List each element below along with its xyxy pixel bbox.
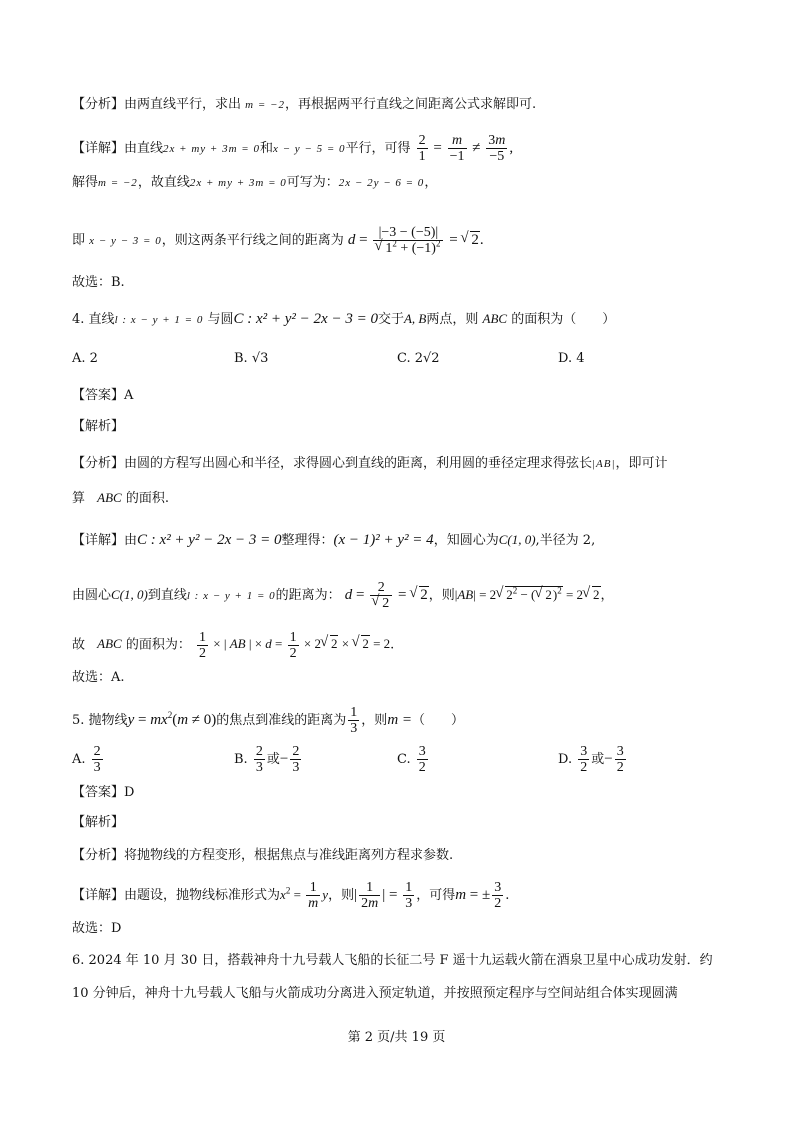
analysis-text: 将抛物线的方程变形，根据焦点与准线距离列方程求参数. (124, 848, 454, 863)
solve-text: ，故直线 (137, 175, 190, 190)
math-m-value: m = −2 (245, 99, 285, 111)
stem-text: 两点，则 (426, 312, 479, 327)
math-points: A, B (403, 311, 427, 326)
q5-parse-label: 【解析】 (72, 815, 125, 830)
ji-text: 即 (72, 232, 86, 248)
stem-text: 抛物线 (88, 712, 128, 728)
detail-text: ,半径为 2, (535, 533, 596, 548)
dist-text: ，则 (428, 587, 455, 603)
q6-line-2: 10 分钟后，神舟十九号载人飞船与火箭成功分离进入预定轨道，并按照预定程序与空间站组合体实现圆满 (72, 986, 678, 1001)
analysis-text: 的面积. (125, 491, 169, 506)
math-chord: |AB| (592, 458, 616, 470)
punct: ， (600, 587, 614, 603)
math-eq: | $\frac{1}{2m}$ | = $\frac{1}{3}$ (354, 880, 413, 911)
q5-option-b[interactable]: B. $\frac{2}{3}$ 或− $\frac{2}{3}$ (234, 744, 300, 776)
stem-text: 交于 (377, 312, 404, 327)
stem-text: 与圆 (207, 312, 234, 327)
math-circle: C : x² + y² − 2x − 3 = 0 (137, 532, 282, 548)
analysis-text: 由圆的方程写出圆心和半径，求得圆心到直线的距离，利用圆的垂径定理求得弦长 (124, 456, 593, 471)
detail-text: 整理得： (281, 533, 334, 548)
answer-value: A (124, 388, 134, 403)
math-dist: $\frac{1}{3}$ (350, 705, 358, 736)
math-center: C(1, 0) (111, 586, 148, 602)
q3-answer-line: 故选：B. (72, 275, 125, 290)
q4-stem (72, 309, 615, 330)
math-line: x − y − 3 = 0 (89, 234, 162, 247)
analysis-text: ，再根据两平行直线之间距离公式求解即可. (284, 97, 537, 112)
q5-stem (72, 705, 464, 736)
q4-area (72, 630, 394, 661)
detail-text: ，可得 (416, 887, 456, 903)
area-expr: $\frac{1}{2}$ × | AB | × d = $\frac{1}{2}$ × 2√ 2 × √ 2 = 2 (195, 636, 390, 651)
stem-text: （ ） (412, 712, 465, 728)
q4-analysis-2 (72, 488, 169, 509)
dist-text: 到直线 (147, 587, 187, 603)
question-number: 4. (72, 312, 85, 327)
q4-distance (72, 580, 614, 611)
math-parabola: $y = mx^2(m \ne 0)$ (127, 709, 217, 728)
stem-text: 直线 (88, 312, 115, 327)
math-line2: x − y − 5 = 0 (272, 142, 346, 155)
q4-option-b[interactable]: B. √3 (234, 351, 269, 366)
area-text: 故 (72, 637, 86, 653)
q4-detail (72, 530, 595, 551)
question-number: 5. (72, 712, 85, 728)
math-center: C(1, 0) (498, 532, 536, 547)
q4-option-a[interactable]: A. 2 (72, 351, 98, 366)
q4-analysis (72, 454, 668, 474)
dist-expr: d = 2 √ 2 = √ 2 (345, 587, 429, 603)
dist-text: 的距离为： (275, 587, 341, 603)
math-result: m = ± $\frac{3}{2}$ (455, 880, 502, 911)
detail-label: 【详解】 (72, 533, 125, 548)
q5-answer-line: 故选：D (72, 921, 122, 936)
math-triangle: ABC (97, 636, 122, 652)
q5-analysis (72, 846, 453, 866)
detail-text: ，则 (328, 887, 355, 903)
q5-detail (72, 880, 509, 911)
solve-text: 可写为： (286, 175, 339, 190)
q5-option-d[interactable]: D. $\frac{3}{2}$ 或− $\frac{3}{2}$ (558, 744, 624, 776)
ji-text: ，则这两条平行线之间的距离为 (161, 232, 344, 248)
q5-answer (72, 783, 134, 803)
detail-text: 由直线 (124, 140, 164, 156)
answer-label: 【答案】 (72, 388, 125, 403)
q4-answer-line: 故选：A. (72, 670, 125, 685)
math-triangle: ABC (97, 490, 122, 505)
answer-label: 【答案】 (72, 785, 125, 800)
detail-text: 和 (259, 140, 273, 156)
math-m: m = −2 (98, 177, 138, 189)
solve-text: 解得 (72, 175, 99, 190)
q5-option-a[interactable]: A. $\frac{2}{3}$ (72, 744, 101, 775)
math-triangle: ABC (482, 311, 508, 326)
q4-parse-label: 【解析】 (72, 419, 125, 434)
stem-text: 的焦点到准线的距离为 (216, 712, 347, 728)
stem-text: 的面积为（ ） (511, 312, 616, 327)
math-line: l : x − y + 1 = 0 (114, 314, 204, 326)
analysis-label: 【分析】 (72, 456, 125, 471)
math-line: l : x − y + 1 = 0 (186, 589, 276, 602)
detail-text: ，知圆心为 (433, 533, 499, 548)
math-std-form: (x − 1)² + y² = 4 (333, 532, 434, 548)
answer-value: D (124, 785, 135, 800)
chord-expr: |AB| = 2√ $2^2$ − (√ 2)$^2$ = 2√ 2 (455, 587, 601, 602)
q3-analysis-line (72, 95, 536, 115)
analysis-label: 【分析】 (72, 97, 125, 112)
math-std-form: $x^2$ = $\frac{1}{m}$ y (280, 880, 329, 912)
detail-text: 由题设，抛物线标准形式为 (124, 887, 281, 903)
math-line1: 2x + my + 3m = 0 (163, 142, 260, 155)
q4-answer (72, 386, 133, 406)
math-rewritten: 2x − 2y − 6 = 0 (338, 177, 425, 189)
dist-text: 由圆心 (72, 587, 112, 603)
or-text: 或 (591, 752, 605, 767)
distance-expr: d = |−3 − (−5)| √ $1^2 + (-1)^2$ = √ 2. (348, 232, 484, 248)
punct: ， (424, 175, 438, 190)
area-text: 的面积为： (125, 637, 191, 653)
math-m: m = (387, 711, 413, 728)
analysis-label: 【分析】 (72, 848, 125, 863)
stem-text: ，则 (361, 712, 388, 728)
math-line: 2x + my + 3m = 0 (189, 177, 287, 189)
q4-option-c[interactable]: C. 2√2 (397, 351, 440, 366)
detail-label: 【详解】 (72, 887, 125, 903)
punct: . (505, 887, 510, 903)
q6-line-1: 6. 2024 年 10 月 30 日，搭载神舟十九号载人飞船的长征二号 F 遥十九运载火箭在酒泉卫星中心成功发射．约 (72, 953, 713, 968)
ratio-expr: $\frac{2}{1}$ = $\frac{m}{-1}$ ≠ $\frac{3m}{-5}$ , (418, 133, 514, 164)
analysis-text: 算 (72, 491, 86, 506)
q3-detail-line (72, 133, 513, 164)
punct: . (390, 637, 395, 653)
page-footer: 第 2 页/共 19 页 (347, 1030, 446, 1045)
detail-text: 由 (124, 533, 138, 548)
q5-option-c[interactable]: C. $\frac{3}{2}$ (397, 744, 426, 775)
analysis-text: 由两直线平行，求出 (124, 97, 242, 112)
q3-distance-line (72, 225, 484, 256)
detail-label: 【详解】 (72, 140, 125, 156)
q4-option-d[interactable]: D. 4 (558, 351, 585, 366)
analysis-text: ，即可计 (615, 456, 668, 471)
detail-text: 平行，可得 (345, 140, 411, 156)
math-circle: C : x² + y² − 2x − 3 = 0 (233, 311, 378, 327)
q3-solve-line (72, 173, 437, 193)
or-text: 或 (266, 752, 280, 767)
